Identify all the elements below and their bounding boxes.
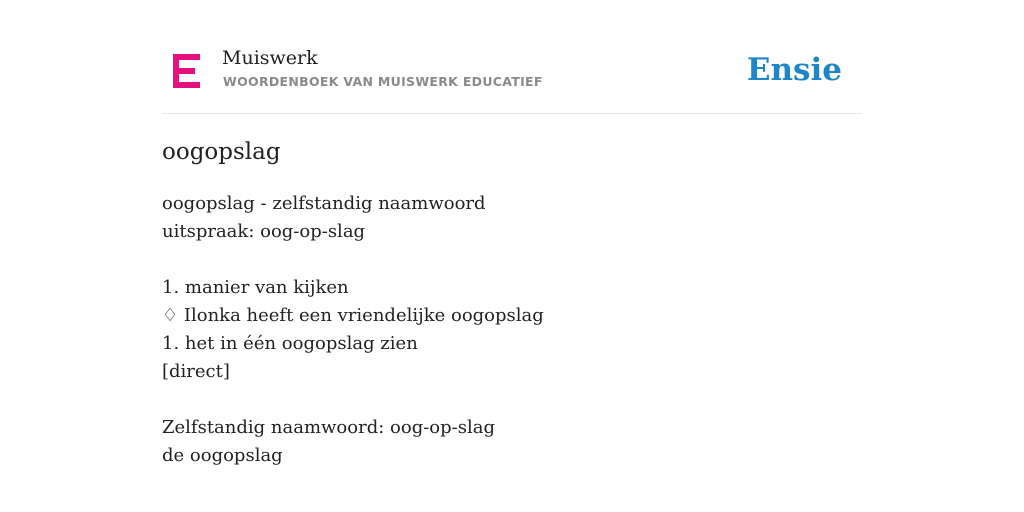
entry-line-hyphenation: Zelfstandig naamwoord: oog-op-slag (162, 417, 495, 438)
page (162, 0, 862, 466)
entry-line-example: ♢ Ilonka heeft een vriendelijke oogopslag (162, 305, 544, 326)
entry-line-spacer (162, 386, 544, 414)
entry-line-meaning: [direct] (162, 361, 230, 382)
brand-subtitle: WOORDENBOEK VAN MUISWERK EDUCATIEF (223, 74, 543, 89)
entry-line-expression: 1. het in één oogopslag zien (162, 333, 418, 354)
entry-line-pronunciation: uitspraak: oog-op-slag (162, 221, 366, 242)
entry-line-spacer (162, 246, 544, 274)
muiswerk-logo-icon[interactable] (173, 54, 200, 88)
entry-content (162, 190, 544, 470)
ensie-logo[interactable]: Ensie (746, 52, 842, 88)
entry-line-article: de oogopslag (162, 445, 283, 466)
page-title: oogopslag (162, 139, 281, 165)
brand-name[interactable]: Muiswerk (222, 47, 318, 69)
entry-line-definition: 1. manier van kijken (162, 277, 349, 298)
entry-line-word-class: oogopslag - zelfstandig naamwoord (162, 193, 486, 214)
header (162, 0, 862, 114)
